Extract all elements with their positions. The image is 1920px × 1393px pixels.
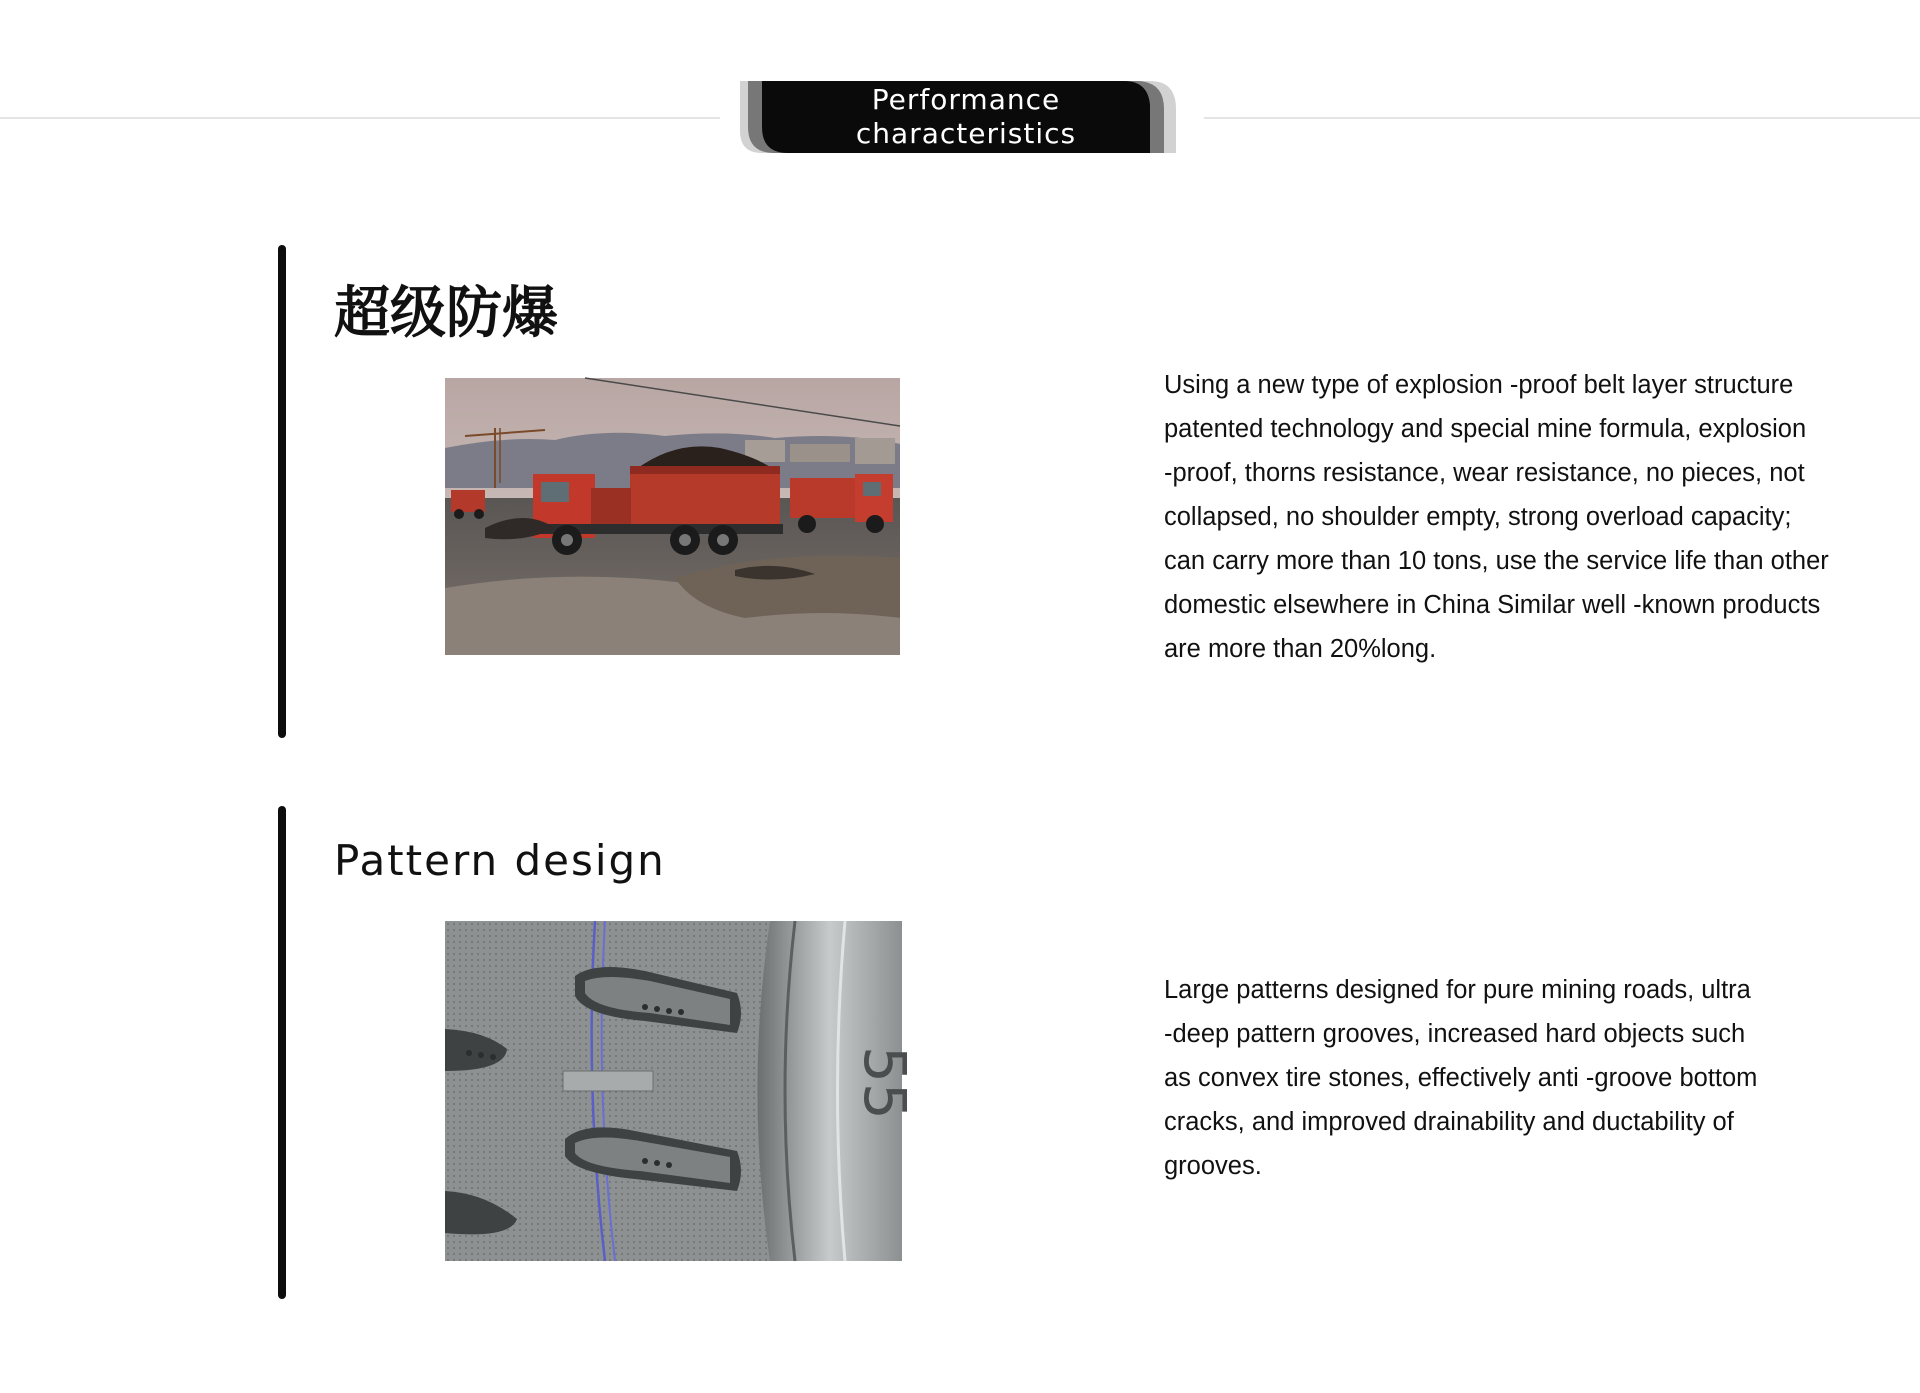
header-divider-left: [0, 117, 720, 119]
svg-text:55: 55: [851, 1046, 919, 1120]
banner-title: Performance characteristics: [855, 83, 1077, 150]
section-accent-bar: [278, 806, 286, 1299]
section-heading: Pattern design: [334, 836, 666, 885]
section-description: Using a new type of explosion -proof belt layer structure patented technology and special mine formula, explosion -proof, thorns resistance, wear resistance, no pieces, not collapsed, no shoulder empty, strong overload capacity; can carry more than 10 tons, use the service life than other domestic elsewhere in China Similar well -known products are more than 20%long.: [1164, 371, 1829, 663]
tire-tread-photo: [445, 921, 919, 1261]
dump-truck-image: [445, 378, 900, 655]
section-description: Large patterns designed for pure mining roads, ultra -deep pattern grooves, increased hard objects such as convex tire stones, effectively anti -groove bottom cracks, and improved drainability and ductability of grooves.: [1164, 976, 1758, 1180]
section-heading: 超级防爆: [334, 281, 558, 346]
tire-tread-image: [445, 921, 919, 1261]
section-explosion-proof: [278, 245, 1878, 738]
section-pattern-design: [278, 806, 1878, 1299]
section-accent-bar: [278, 245, 286, 738]
header-divider-right: [1204, 117, 1920, 119]
dump-truck-photo: [445, 378, 900, 655]
section-banner: [740, 81, 1178, 153]
